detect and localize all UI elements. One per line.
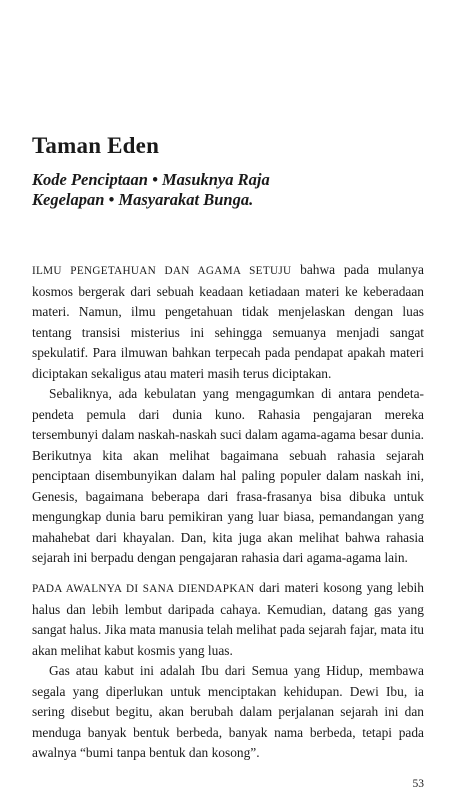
paragraph: Sebaliknya, ada kebulatan yang mengagumkan di antara pendeta-pendeta pemula dari dunia kuno. Rahasia pengajaran mereka tersembunyi dalam naskah-naskah suci dalam agama-agama besar dunia. Berikutnya kita akan melihat bagaimana sebuah rahasia sejarah penciptaan disembunyikan dalam hal paling populer dalam naskah ini, Genesis, bagaimana beberapa dari frasa-frasanya bisa dibuka untuk mengungkap dunia baru pemikiran yang luar biasa, pemandangan yang mahahebat dari khayalan. Dan, kita juga akan melihat bahwa rahasia sejarah ini berpadu dengan pengajaran rahasia dari agama-agama lain. <box>32 386 424 565</box>
section-lead-in: PADA AWALNYA DI SANA DIENDAPKAN <box>32 583 255 595</box>
chapter-subtitle-line-1: Kode Penciptaan • Masuknya Raja <box>32 170 270 189</box>
chapter-subtitle-line-2: Kegelapan • Masyarakat Bunga. <box>32 190 254 209</box>
page-number: 53 <box>412 778 424 790</box>
paragraph-text: dari materi kosong yang lebih halus dan lebih lembut daripada cahaya. Kemudian, datang gas yang sangat halus. Jika mata manusia telah melihat pada sejarah fajar, mata itu akan melihat kabut kosmis yang luas. <box>32 580 424 658</box>
section-1 <box>32 260 424 569</box>
section-lead-in: ILMU PENGETAHUAN DAN AGAMA SETUJU <box>32 265 292 277</box>
paragraph-text: bahwa pada mulanya kosmos bergerak dari sebuah keadaan ketiadaan materi ke keberadaan materi. Namun, ilmu pengetahuan tidak menjelaskan dengan luas tentang transisi misterius ini sehingga semuanya menjadi sangat spekulatif. Para ilmuwan bahkan terpecah pada pendapat apakah materi diciptakan sekaligus atau materi masih terus diciptakan. <box>32 262 424 381</box>
chapter-title: Taman Eden <box>32 133 160 158</box>
paragraph <box>32 578 424 661</box>
section-2 <box>32 578 424 764</box>
paragraph <box>32 260 424 384</box>
paragraph: Gas atau kabut ini adalah Ibu dari Semua yang Hidup, membawa segala yang diperlukan untuk menciptakan kehidupan. Dewi Ibu, ia sering disebut begitu, akan berubah dalam perjalanan sejarah ini dan menduga banyak bentuk berbeda, banyak nama berbeda, tetapi pada awalnya “bumi tanpa bentuk dan kosong”. <box>32 663 424 760</box>
chapter-subtitle <box>32 170 432 210</box>
